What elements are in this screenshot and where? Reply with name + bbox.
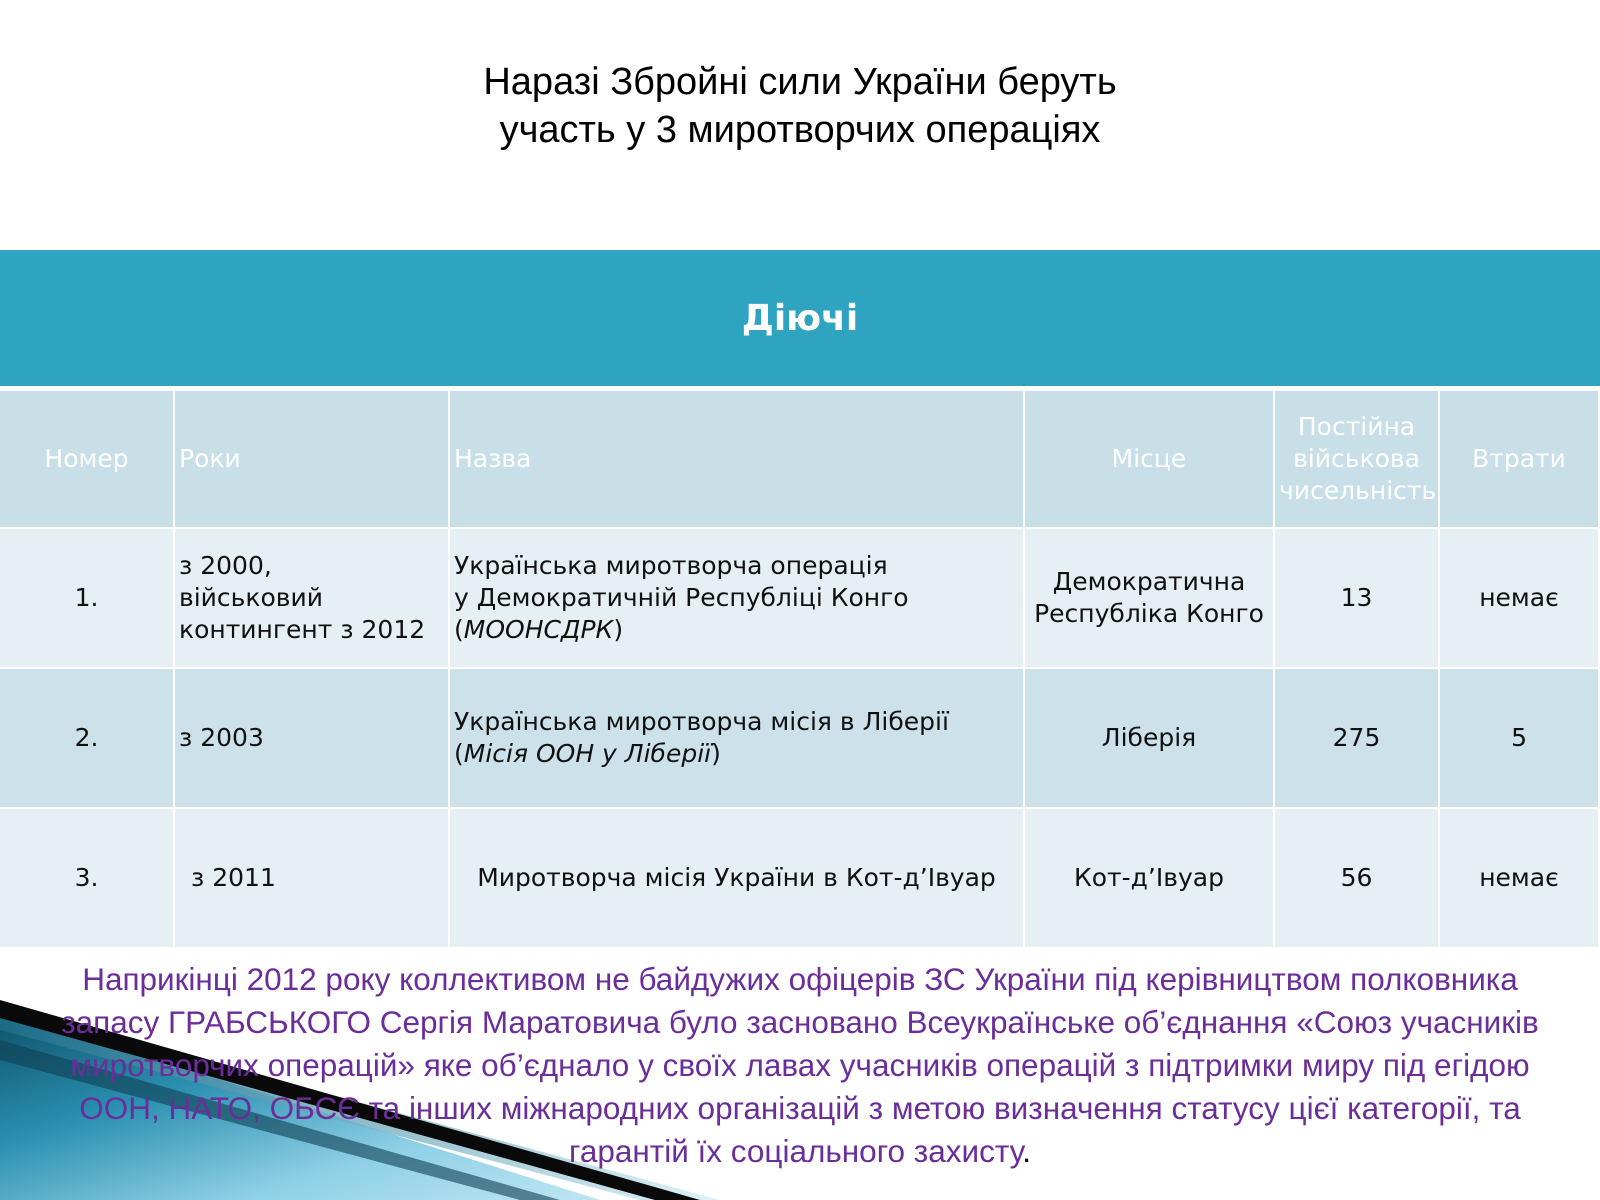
cell-place-line: Республіка Конго — [1034, 599, 1264, 628]
cell-name-line: Українська миротворча місія в Ліберії — [454, 707, 949, 736]
cell-strength: 56 — [1275, 807, 1440, 947]
title-line-1: Наразі Збройні сили України беруть — [483, 61, 1117, 103]
cell-losses: немає — [1440, 527, 1600, 667]
title-line-2: участь у 3 миротворчих операціях — [499, 109, 1101, 151]
cell-place: Ліберія — [1025, 667, 1275, 807]
cell-name-abbrev: (Місія ООН у Ліберії) — [454, 739, 721, 768]
cell-name-abbrev: (МООНСДРК) — [454, 615, 624, 644]
cell-years: з 2011 — [175, 807, 450, 947]
table-row — [0, 807, 1600, 947]
cell-number: 1. — [0, 527, 175, 667]
cell-name-italic: МООНСДРК — [463, 615, 614, 644]
table-band-row — [0, 250, 1600, 391]
cell-number: 3. — [0, 807, 175, 947]
footnote-paragraph — [40, 958, 1560, 1173]
cell-place: Кот-д’Івуар — [1025, 807, 1275, 947]
table-header-row — [0, 391, 1600, 527]
cell-name: Миротворча місія України в Кот-д’Івуар — [450, 807, 1025, 947]
col-header-name: Назва — [450, 391, 1025, 527]
cell-place — [1025, 527, 1275, 667]
col-header-number: Номер — [0, 391, 175, 527]
cell-losses: 5 — [1440, 667, 1600, 807]
cell-years: з 2003 — [175, 667, 450, 807]
operations-table — [0, 250, 1600, 947]
cell-strength: 13 — [1275, 527, 1440, 667]
cell-losses: немає — [1440, 807, 1600, 947]
table-row — [0, 667, 1600, 807]
cell-place-line: Демократична — [1052, 567, 1246, 596]
cell-strength: 275 — [1275, 667, 1440, 807]
footnote-period: . — [1022, 1133, 1031, 1169]
cell-name-italic: Місія ООН у Ліберії — [463, 739, 712, 768]
slide-title — [300, 58, 1300, 154]
col-header-losses: Втрати — [1440, 391, 1600, 527]
footnote-text: Наприкінці 2012 року коллективом не байдужих офіцерів ЗС України під керівництвом полковника запасу ГРАБСЬКОГО Сергія Маратовича було засновано Всеукраїнське об’єднання «Союз учасників миротворчих операцій» яке об’єднало у своїх лавах учасників операцій з підтримки миру під егідою ООН, НАТО, ОБСЄ та інших міжнародних організацій з метою визначення статусу цієї категорії, та гарантій їх соціального захисту — [61, 961, 1539, 1169]
cell-name — [450, 667, 1025, 807]
cell-years — [175, 527, 450, 667]
table-row — [0, 527, 1600, 667]
cell-years-line: контингент з 2012 — [179, 615, 426, 644]
cell-number: 2. — [0, 667, 175, 807]
band-title: Діючі — [0, 250, 1600, 391]
cell-name-line: Українська миротворча операція — [454, 551, 888, 580]
col-header-strength: Постійна військова чисельність — [1275, 391, 1440, 527]
cell-years-line: з 2000, — [179, 551, 272, 580]
cell-years-line: військовий — [179, 583, 324, 612]
cell-name-line: у Демократичній Республіці Конго — [454, 583, 909, 612]
col-header-years: Роки — [175, 391, 450, 527]
cell-name — [450, 527, 1025, 667]
col-header-place: Місце — [1025, 391, 1275, 527]
